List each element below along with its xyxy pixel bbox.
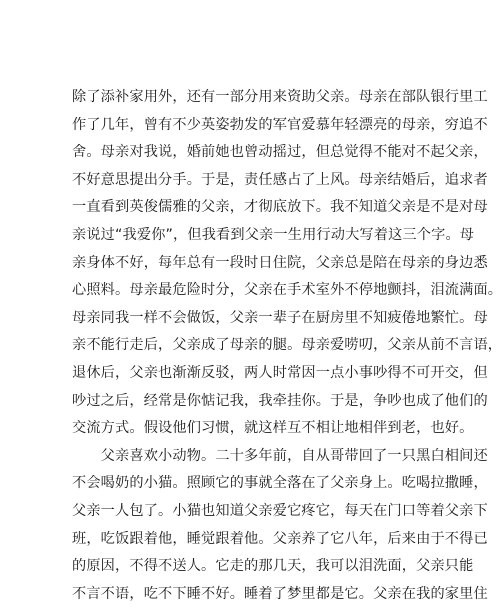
text-line: 亲身体不好，每年总有一段时日住院，父亲总是陪在母亲的身边悉	[72, 254, 488, 271]
text-line: 班，吃饭跟着他，睡觉跟着他。父亲养了它八年，后来由于不得已	[72, 530, 488, 547]
text-line: 心照料。母亲最危险时分，父亲在手术室外不停地颤抖，泪流满面。	[72, 282, 502, 299]
text-line: 亲说过“我爱你”，但我看到父亲一生用行动大写着这三个字。母	[72, 226, 475, 243]
text-line: 母亲同我一样不会做饭，父亲一辈子在厨房里不知疲倦地繁忙。母	[72, 309, 488, 326]
text-line: 的原因，不得不送人。它走的那几天，我可以泪洗面，父亲只能	[72, 558, 474, 575]
text-line: 舍。母亲对我说，婚前她也曾动摇过，但总觉得不能对不起父亲，	[72, 144, 488, 161]
text-line: 一直看到英俊儒雅的父亲，才彻底放下。我不知道父亲是不是对母	[72, 199, 488, 216]
text-line: 交流方式。假设他们习惯，就这样互不相让地相伴到老，也好。	[72, 420, 474, 437]
text-line: 吵过之后，经常是你惦记我，我牵挂你。于是，争吵也成了他们的	[72, 392, 488, 409]
text-line: 除了添补家用外，还有一部分用来资助父亲。母亲在部队银行里工	[72, 89, 488, 105]
text-line: 不好意思提出分手。于是，责任感占了上风。母亲结婚后，追求者	[72, 171, 488, 188]
text-line: 退休后，父亲也渐渐反驳，两人时常因一点小事吵得不可开交，但	[72, 364, 488, 381]
text-line: 作了几年，曾有不少英姿勃发的军官爱慕年轻漂亮的母亲，穷追不	[72, 116, 488, 133]
text-line: 亲不能行走后，父亲成了母亲的腿。母亲爱唠叨，父亲从前不言语，	[72, 337, 502, 354]
text-line: 父亲一人包了。小猫也知道父亲爱它疼它，每天在门口等着父亲下	[72, 502, 488, 519]
text-line: 不言不语，吃不下睡不好。睡着了梦里都是它。父亲在我的家里住	[72, 585, 488, 602]
body-text	[72, 84, 502, 608]
text-line: 不会喝奶的小猫。照顾它的事就全落在了父亲身上。吃喝拉撒睡，	[72, 475, 488, 492]
text-line: 父亲喜欢小动物。二十多年前，自从哥带回了一只黑白相间还	[72, 447, 488, 464]
